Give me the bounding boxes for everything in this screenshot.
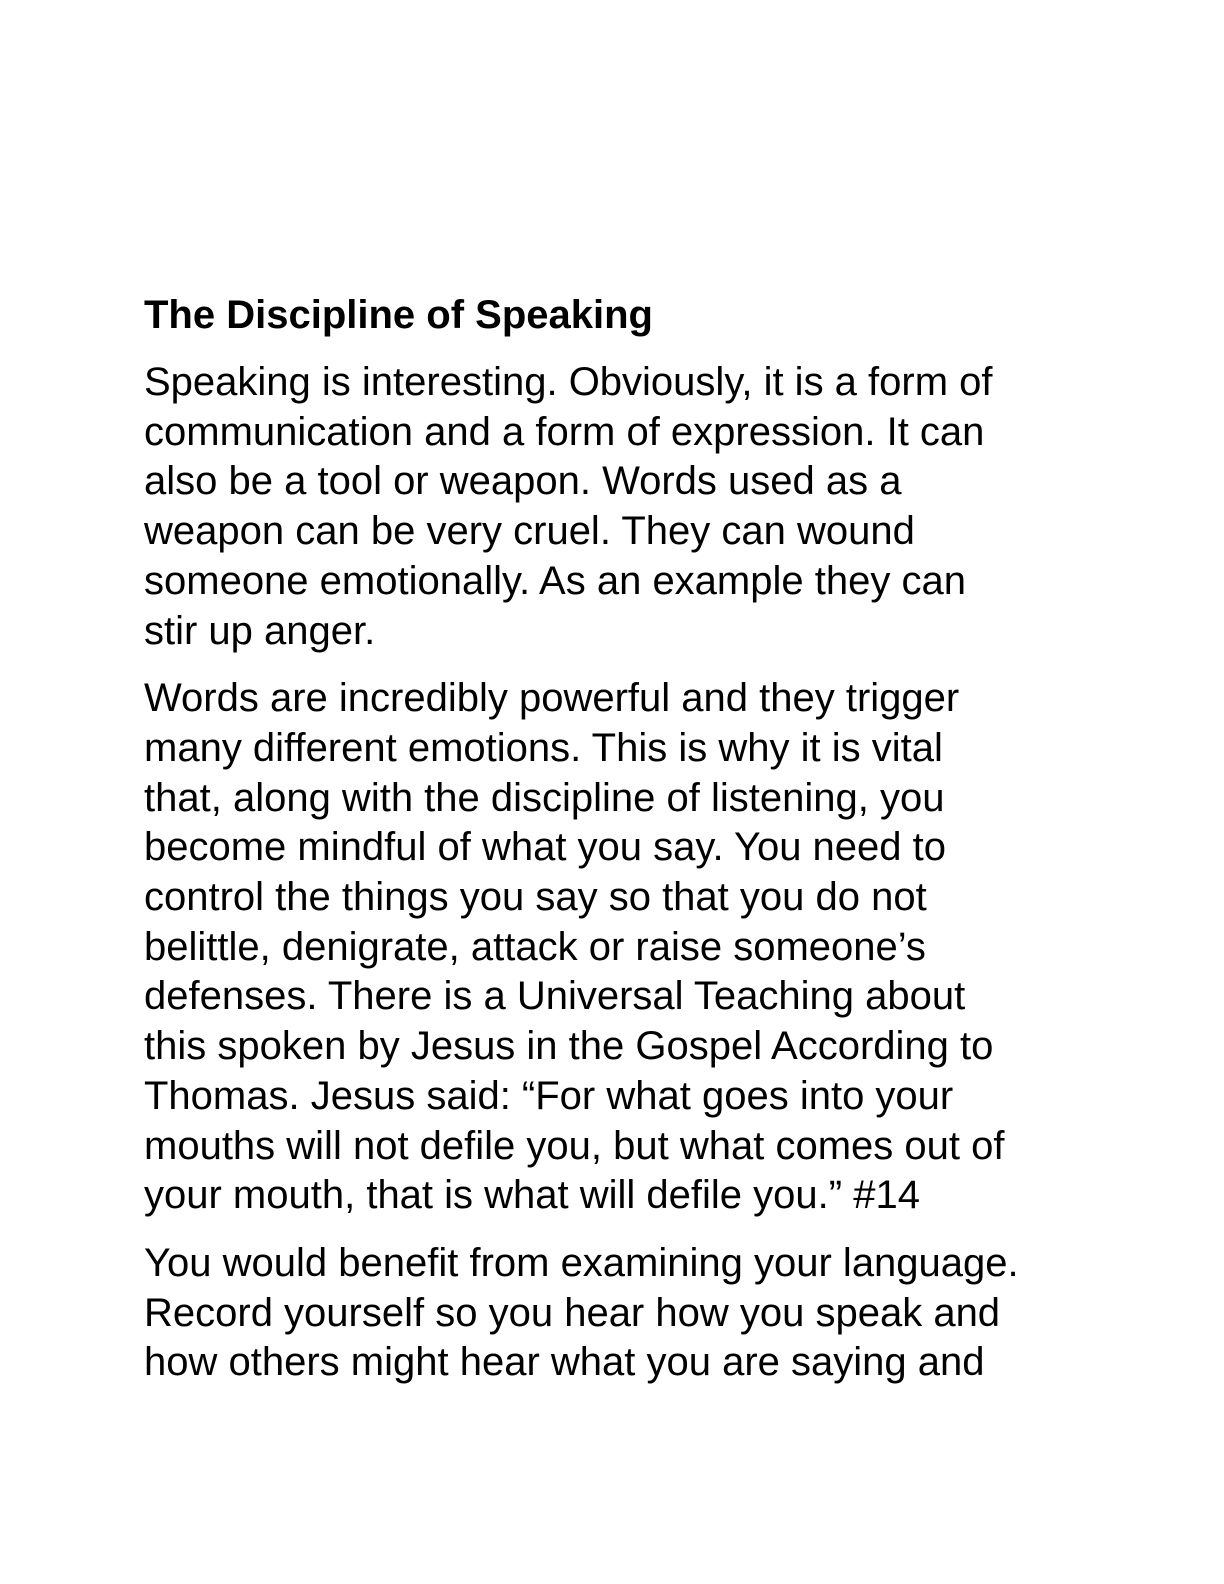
paragraph-line: that, along with the discipline of listening, you <box>144 775 945 820</box>
paragraph-line: how others might hear what you are saying and <box>144 1340 985 1385</box>
paragraph-2 <box>144 674 1084 1221</box>
paragraph-line: defenses. There is a Universal Teaching about <box>144 974 966 1019</box>
paragraph-line: stir up anger. <box>144 608 376 653</box>
paragraph-line: control the things you say so that you do not <box>144 875 927 920</box>
paragraph-line: belittle, denigrate, attack or raise someone’s <box>144 924 926 969</box>
paragraph-line: many different emotions. This is why it is vital <box>144 725 943 770</box>
document-body <box>144 292 1084 1406</box>
paragraph-line: become mindful of what you say. You need to <box>144 825 947 870</box>
paragraph-line: You would benefit from examining your language. <box>144 1240 1019 1285</box>
paragraph-line: this spoken by Jesus in the Gospel According to <box>144 1024 994 1069</box>
paragraph-line: Words are incredibly powerful and they trigger <box>144 676 960 721</box>
paragraph-line: Record yourself so you hear how you speak and <box>144 1290 1001 1335</box>
paragraph-line: Thomas. Jesus said: “For what goes into your <box>144 1073 954 1118</box>
paragraph-line: Speaking is interesting. Obviously, it is a form of <box>144 360 993 404</box>
paragraph-line: weapon can be very cruel. They can wound <box>144 509 915 554</box>
paragraph-line: communication and a form of expression. It can <box>144 409 985 454</box>
paragraph-1 <box>144 358 1084 656</box>
paragraph-line: also be a tool or weapon. Words used as a <box>144 459 902 504</box>
document-title: The Discipline of Speaking <box>144 293 653 337</box>
paragraph-line: your mouth, that is what will defile you.” #14 <box>144 1173 920 1218</box>
paragraph-3 <box>144 1239 1084 1388</box>
paragraph-line: mouths will not defile you, but what comes out of <box>144 1123 1005 1168</box>
paragraph-line: someone emotionally. As an example they can <box>144 558 966 603</box>
